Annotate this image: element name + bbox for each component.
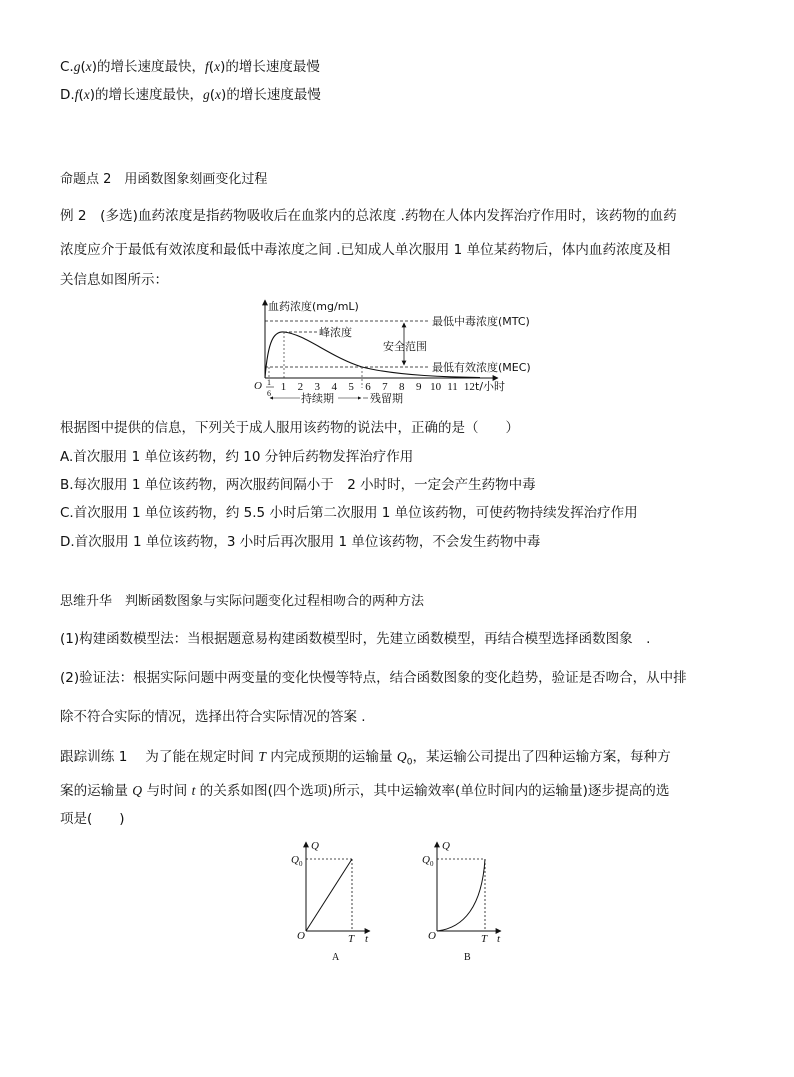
x-tick-label: 10 xyxy=(430,381,442,393)
example2-option-b: B.每次服用 1 单位该药物，两次服药间隔小于 2 小时时，一定会产生药物中毒 xyxy=(60,477,536,493)
graph-a xyxy=(280,836,380,966)
graph-b-origin: O xyxy=(428,930,436,942)
example2-option-c: C.首次服用 1 单位该药物，约 5.5 小时后第二次服用 1 单位该药物，可使药物持续发挥治疗作用 xyxy=(60,505,638,521)
example2-option-a: A.首次服用 1 单位该药物，约 10 分钟后药物发挥治疗作用 xyxy=(60,449,414,465)
graph-b-curve xyxy=(437,859,485,931)
x-tick-label: 12 xyxy=(463,381,475,393)
x-axis-label: t/小时 xyxy=(475,380,506,393)
residual-label: 残留期 xyxy=(370,392,403,405)
example2-question: 根据图中提供的信息，下列关于成人服用该药物的说法中，正确的是（ ） xyxy=(60,420,519,436)
practice-line1: 跟踪训练 1 为了能在规定时间 T 内完成预期的运输量 $Q_0$，某运输公司提出了四种运输方案，每种方 xyxy=(60,749,671,768)
mec-label: 最低有效浓度(MEC) xyxy=(432,361,531,374)
x-tick-label: 3 xyxy=(314,381,321,393)
example2-option-d: D.首次服用 1 单位该药物，3 小时后再次服用 1 单位该药物，不会发生药物中毒 xyxy=(60,534,541,550)
frac-num: 1 xyxy=(267,378,271,387)
graph-b-q0-sub: 0 xyxy=(430,860,434,868)
x-tick-label: 8 xyxy=(399,381,405,393)
x-tick-label: 11 xyxy=(447,381,458,393)
graph-b xyxy=(412,836,512,966)
sustained-label: 持续期 xyxy=(301,392,334,405)
summary-title: 思维升华 判断函数图象与实际问题变化过程相吻合的两种方法 xyxy=(60,594,425,609)
example2-line2: 浓度应介于最低有效浓度和最低中毒浓度之间 .已知成人单次服用 1 单位某药物后，体内血药浓度及相 xyxy=(60,242,671,258)
graph-a-q0-label: Q xyxy=(291,854,299,866)
x-tick-label: 2 xyxy=(297,381,304,393)
graph-a-curve xyxy=(306,859,352,931)
x-tick-label: 4 xyxy=(331,381,337,393)
graph-a-origin: O xyxy=(297,930,305,942)
graph-b-q-label: Q xyxy=(442,840,450,852)
practice-line2: 案的运输量 Q 与时间 t 的关系如图(四个选项)所示，其中运输效率(单位时间内的运输量)逐步提高的选 xyxy=(60,783,670,799)
graph-b-q0-label: Q xyxy=(422,854,430,866)
graph-b-t: t xyxy=(497,933,501,945)
x-tick-label: 1 xyxy=(280,381,287,393)
option-prev-d: D.f(x)的增长速度最快，g(x)的增长速度最慢 xyxy=(60,87,321,103)
example2-line3: 关信息如图所示： xyxy=(60,272,168,288)
graph-a-caption: A xyxy=(332,952,340,963)
graph-b-caption: B xyxy=(464,952,471,963)
summary-method1: (1)构建函数模型法：当根据题意易构建函数模型时，先建立函数模型，再结合模型选择函数图象 . xyxy=(60,631,651,647)
graph-a-t: t xyxy=(365,933,369,945)
option-prev-c: C.g(x)的增长速度最快，f(x)的增长速度最慢 xyxy=(60,59,320,75)
x-tick-label: 7 xyxy=(382,381,388,393)
origin-label: O xyxy=(254,380,262,392)
safe-range-label: 安全范围 xyxy=(383,340,427,353)
blood-concentration-figure xyxy=(250,296,550,406)
graph-a-q0-sub: 0 xyxy=(299,860,303,868)
x-tick-label: 9 xyxy=(415,381,422,393)
graph-b-T: T xyxy=(481,933,488,945)
example2-line1: 例 2 (多选)血药浓度是指药物吸收后在血浆内的总浓度 .药物在人体内发挥治疗作用时，该药物的血药 xyxy=(60,208,677,224)
mtc-label: 最低中毒浓度(MTC) xyxy=(432,315,530,328)
x-tick-label: 5 xyxy=(348,381,354,393)
practice-line3: 项是( ) xyxy=(60,811,125,827)
peak-label: 峰浓度 xyxy=(319,326,352,339)
summary-method2a: (2)验证法：根据实际问题中两变量的变化快慢等特点，结合函数图象的变化趋势，验证是否吻合，从中排 xyxy=(60,670,687,686)
summary-method2b: 除不符合实际的情况，选择出符合实际情况的答案 . xyxy=(60,709,366,725)
y-axis-label: 血药浓度(mg/mL) xyxy=(268,300,359,313)
frac-den: 6 xyxy=(267,389,271,398)
graph-a-T: T xyxy=(348,933,355,945)
graph-a-q-label: Q xyxy=(311,840,319,852)
section-heading: 命题点 2 用函数图象刻画变化过程 xyxy=(60,172,268,187)
x-tick-label: 6 xyxy=(365,381,371,393)
